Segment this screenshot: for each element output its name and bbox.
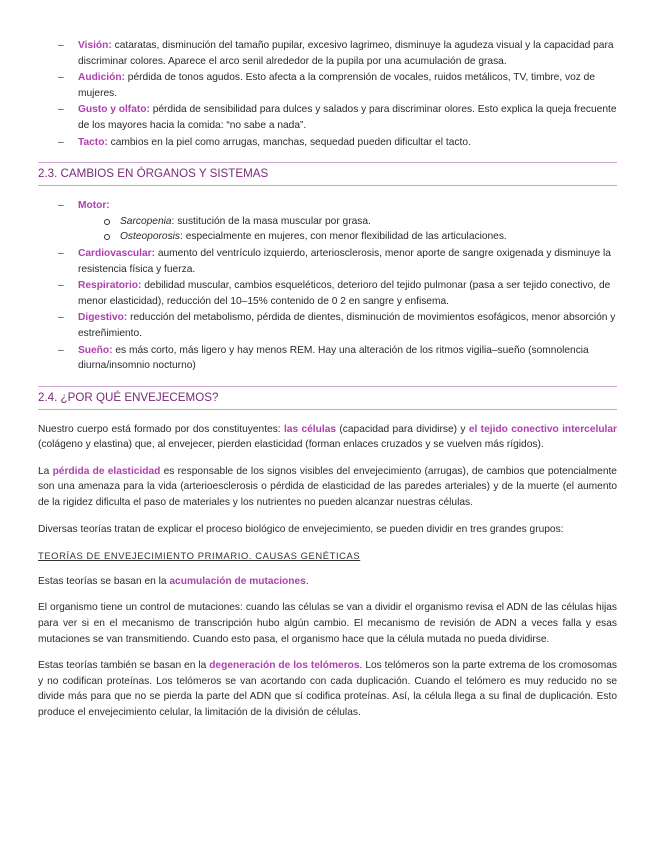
text-run: Estas teorías se basan en la: [38, 575, 170, 587]
item-text: cambios en la piel como arrugas, manchas, sequedad pueden dificultar el tacto.: [107, 136, 471, 148]
term-cardiovascular: Cardiovascular:: [78, 247, 156, 259]
term-gusto-olfato: Gusto y olfato:: [78, 104, 150, 116]
term-tejido-conectivo: el tejido conectivo intercelular: [468, 423, 618, 435]
item-text: : especialmente en mujeres, con menor flexibilidad de las articulaciones.: [180, 231, 507, 243]
sub-list-item: [114, 214, 617, 230]
term-tacto: Tacto:: [78, 136, 108, 148]
item-text: pérdida de tonos agudos. Esto afecta a la comprensión de vocales, ruidos metálicos, TV, timbre, voz de mujeres.: [78, 72, 595, 99]
paragraph: [38, 658, 617, 720]
item-text: aumento del ventrículo izquierdo, arteriosclerosis, menor aporte de sangre oxigenada y disminuye la resistencia física y fuerza.: [78, 247, 611, 275]
list-item: [38, 246, 617, 277]
term-perdida-elasticidad: pérdida de elasticidad: [52, 465, 161, 477]
term-audicion: Audición:: [78, 72, 125, 84]
term-sarcopenia: Sarcopenia: [120, 215, 172, 227]
subheading-teorias-primario: TEORÍAS DE ENVEJECIMIENTO PRIMARIO. CAUSAS GENÉTICAS: [38, 550, 361, 562]
list-item: [38, 135, 617, 151]
paragraph: [38, 422, 617, 453]
term-respiratorio: Respiratorio:: [78, 280, 142, 292]
text-run: .: [305, 575, 309, 587]
paragraph: Diversas teorías tratan de explicar el proceso biológico de envejecimiento, se pueden dividir en tres grandes grupos:: [38, 523, 564, 535]
term-celulas: las células: [283, 423, 337, 435]
motor-sublist: [78, 214, 617, 245]
paragraph: El organismo tiene un control de mutaciones: cuando las células se van a dividir el organismo revisa el ADN de las células hijas para ver si en el mecanismo de transcripción hubo algún cambio. El mecanismo de revisión de ADN a veces falla y esas mutaciones se van transmitiendo. Cuando esto pasa, el organismo hace que la célula mutada no pueda dividirse.: [38, 602, 617, 645]
paragraph: [38, 574, 617, 590]
paragraph: [38, 464, 617, 511]
list-item: [38, 70, 617, 101]
organs-list: [38, 198, 617, 374]
sub-list-item: [114, 229, 617, 245]
text-run: La: [38, 465, 53, 477]
text-run: . Los telómeros son la parte extrema de los cromosomas y no codifican proteínas. Los telómeros se van acortando con cada duplicación. Cuando el telómero es muy reducido no se divide más para que no se pierda la parte del ADN que sí codifica proteínas. Así, la célula llega a su final de duplicación. Esto produce el envejecimiento celular, la limitación de la división de células.: [38, 660, 617, 718]
item-text: pérdida de sensibilidad para dulces y salados y para discriminar olores. Esto explica la queja frecuente de los mayores hacia la comida: “no sabe a nada”.: [78, 104, 617, 131]
item-text: debilidad muscular, cambios esqueléticos, deterioro del tejido pulmonar (pasa a ser tejido conectivo, de menor elasticidad), reducción del 10–15% contenido de 0 2 en sangre y enfisema.: [78, 280, 611, 307]
term-vision: Visión:: [78, 40, 112, 51]
section-heading-2-4: 2.4. ¿POR QUÉ ENVEJECEMOS?: [38, 386, 617, 410]
item-text: reducción del metabolismo, pérdida de dientes, disminución de movimientos esofágicos, menor absorción y estreñimiento.: [78, 312, 616, 339]
item-text: : sustitución de la masa muscular por grasa.: [171, 215, 371, 227]
term-sueno: Sueño:: [78, 344, 113, 356]
text-run: (capacidad para dividirse) y: [336, 423, 469, 435]
item-text: cataratas, disminución del tamaño pupilar, excesivo lagrimeo, disminuye la agudeza visual y la capacidad para discriminar colores. Aparece el arco senil alrededor de la pupila por una acumulación de grasa.: [78, 40, 614, 67]
text-run: (colágeno y elastina) que, al envejecer, pierden elasticidad (forman enlaces cruzados y se vuelven más rígidos).: [38, 439, 544, 451]
term-motor: Motor:: [78, 200, 110, 212]
section-heading-2-3: 2.3. CAMBIOS EN ÓRGANOS Y SISTEMAS: [38, 162, 617, 186]
text-run: es responsable de los signos visibles del envejecimiento (arrugas), de cambios que potencialmente son una amenaza para la vida (arterioesclerosis o pérdida de elasticidad de las paredes arteriales) y de la muerte (el aumento de la rigidez dificulta el paso de materiales y los nutrientes no pueden alcanzar nuestras células.: [38, 465, 617, 509]
term-digestivo: Digestivo:: [78, 312, 128, 324]
text-run: Estas teorías también se basan en la: [38, 660, 210, 672]
list-item: [38, 38, 617, 69]
text-run: Nuestro cuerpo está formado por dos constituyentes:: [38, 423, 284, 435]
list-item: [38, 310, 617, 341]
senses-list: [38, 38, 617, 150]
list-item: [38, 343, 617, 374]
term-degeneracion-telomeros: degeneración de los telómeros: [209, 660, 360, 672]
term-acumulacion-mutaciones: acumulación de mutaciones: [169, 575, 306, 587]
list-item: [38, 278, 617, 309]
list-item: [38, 102, 617, 133]
term-osteoporosis: Osteoporosis: [120, 231, 181, 243]
list-item: [38, 198, 617, 245]
item-text: es más corto, más ligero y hay menos REM. Hay una alteración de los ritmos vigilia–sueño (somnolencia diurna/insomnio nocturno): [78, 344, 589, 372]
